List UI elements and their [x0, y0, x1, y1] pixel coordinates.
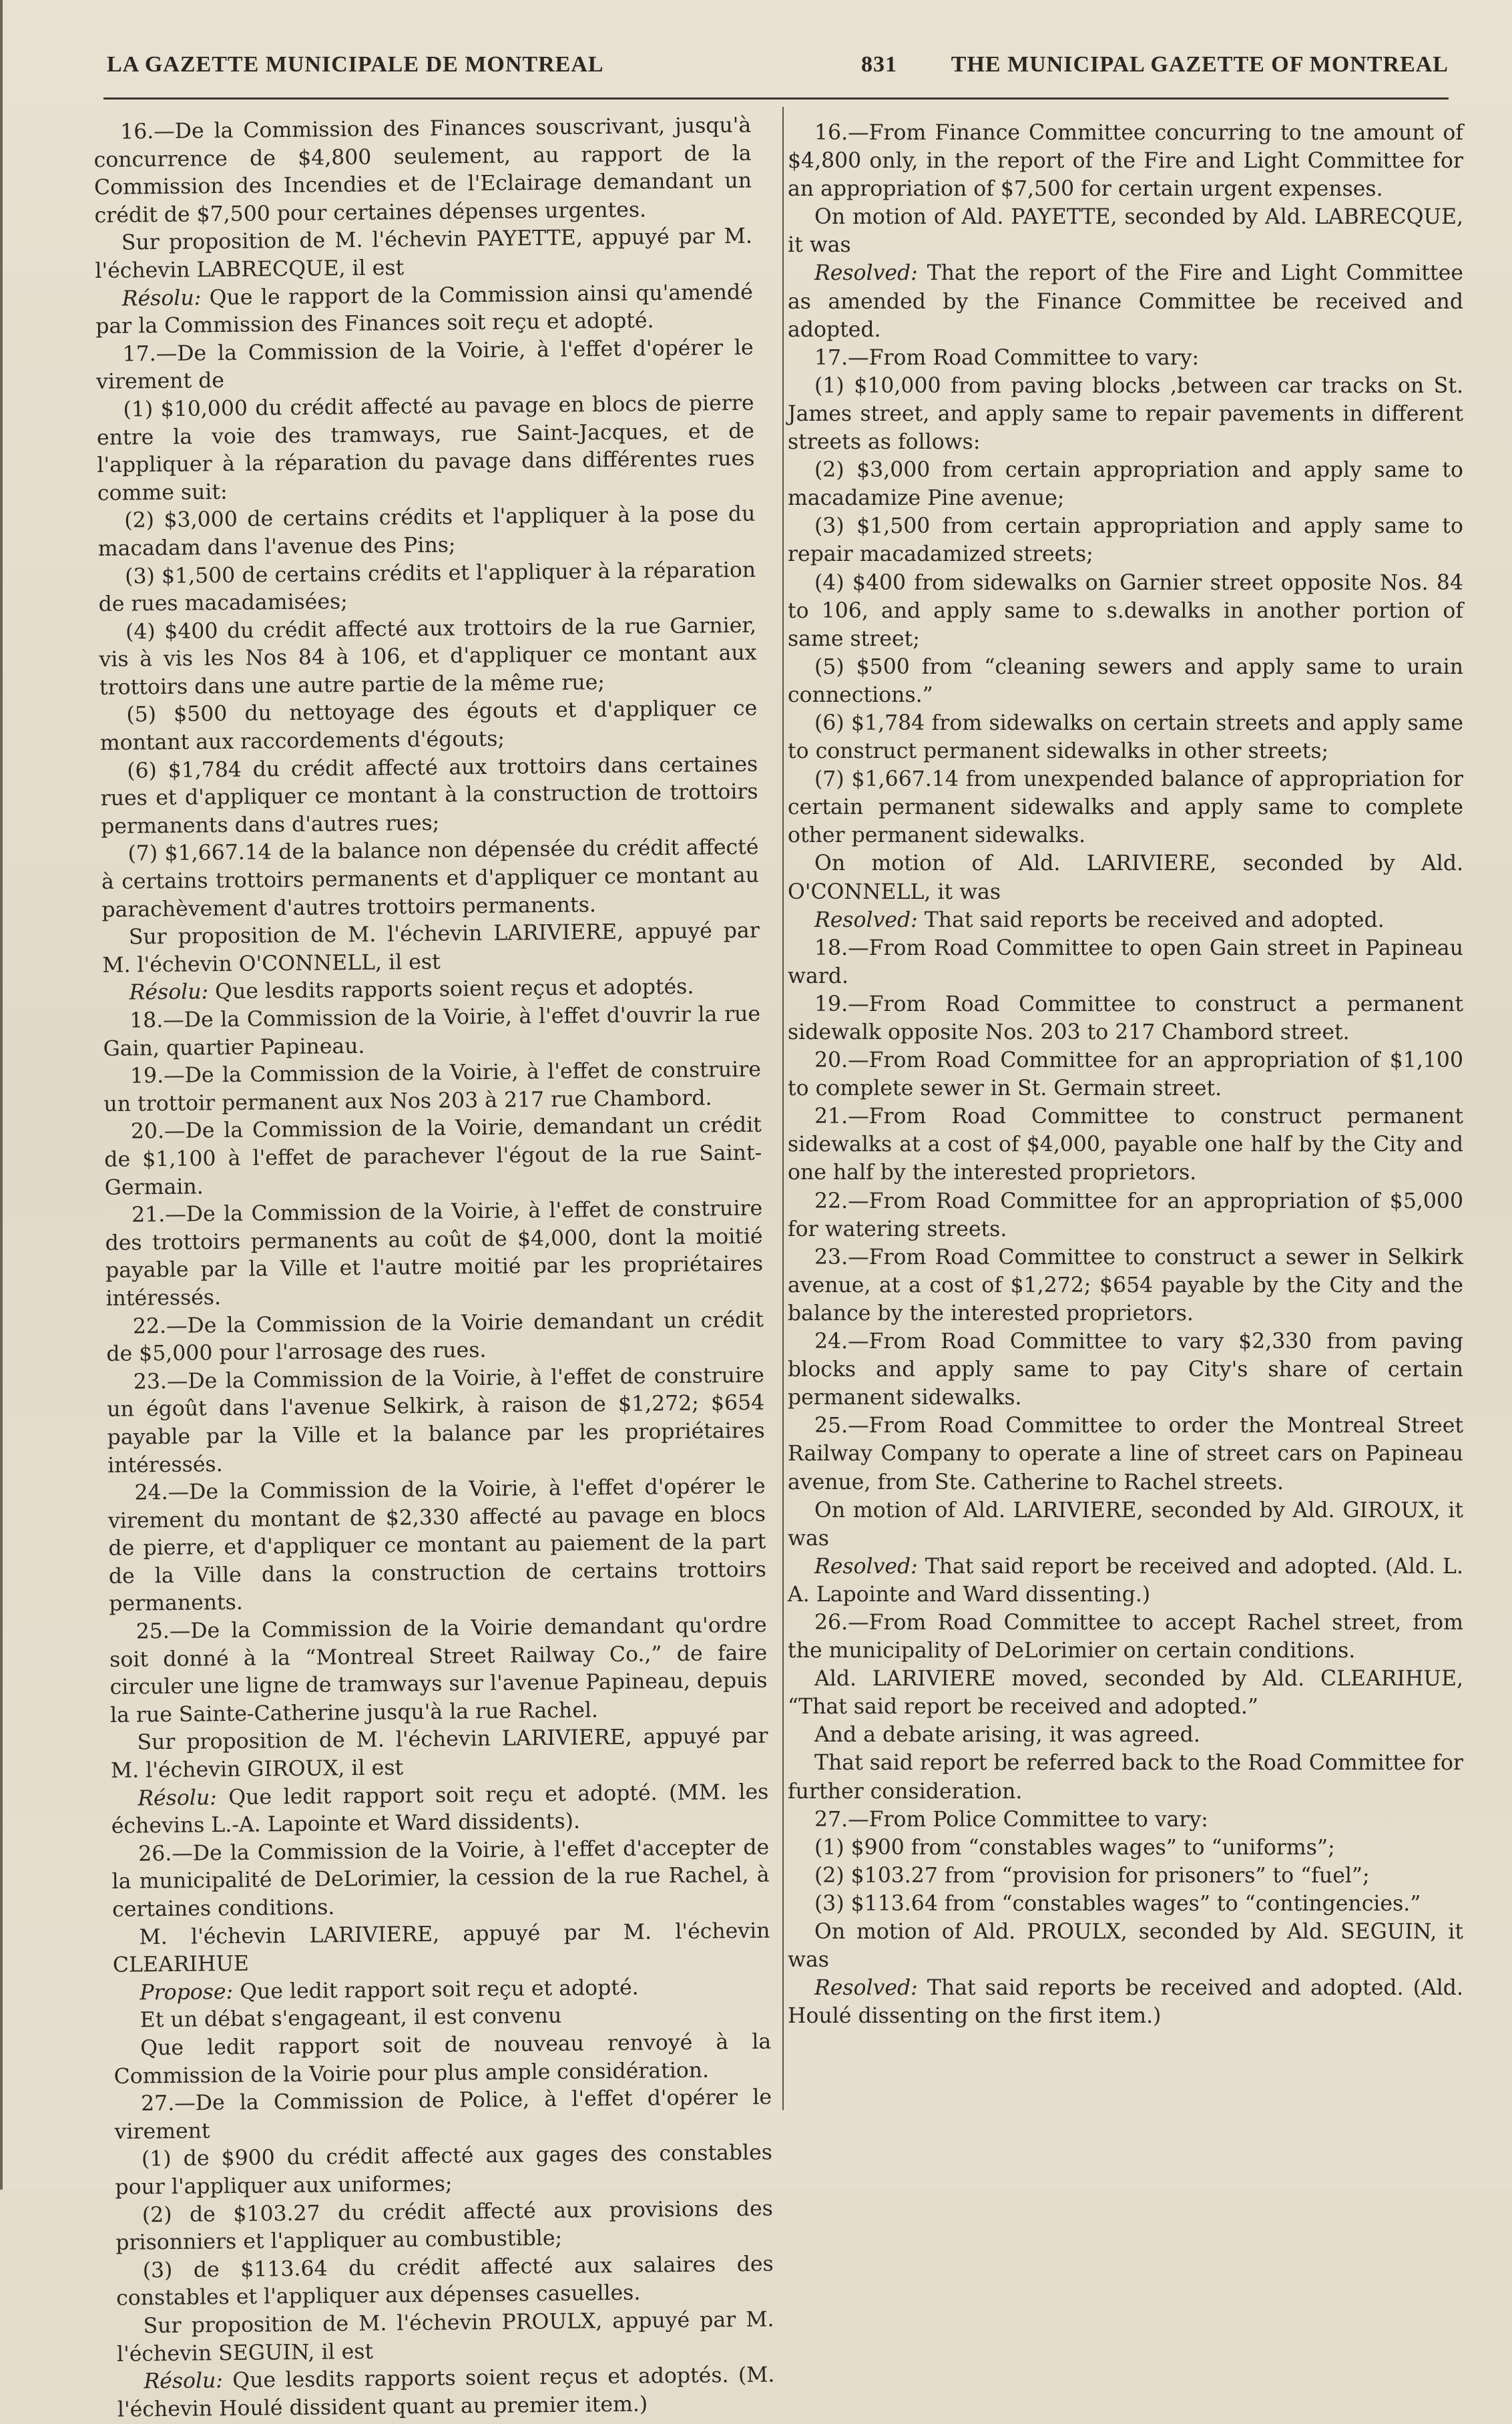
header-french-title: LA GAZETTE MUNICIPALE DE MONTREAL	[107, 52, 604, 77]
french-paragraph: Résolu: Que lesdits rapports soient reçus et adoptés. (M. l'échevin Houlé dissident quant au premier item.)	[117, 2363, 775, 2422]
french-paragraph: Propose: Que ledit rapport soit reçu et adopté.	[140, 1975, 639, 2005]
english-paragraph: 21.—From Road Committee to construct permanent sidewalks at a cost of $4,000, payable one half by the City and one half by the interested proprietors.	[788, 1104, 1463, 1185]
french-paragraph: Résolu: Que ledit rapport soit reçu et adopté. (MM. les échevins L.-A. Lapointe et Ward dissidents).	[111, 1780, 769, 1839]
english-paragraph: (4) $400 from sidewalks on Garnier street opposite Nos. 84 to 106, and apply same to s.dewalks in another portion of same street;	[788, 570, 1463, 651]
english-paragraph: (3) $113.64 from “constables wages” to “contingencies.”	[814, 1891, 1421, 1916]
english-paragraph: Resolved: That said report be received and adopted. (Ald. L. A. Lapointe and Ward dissenting.)	[788, 1554, 1463, 1607]
english-paragraph: 19.—From Road Committee to construct a permanent sidewalk opposite Nos. 203 to 217 Chambord street.	[788, 992, 1463, 1044]
english-paragraph: (2) $3,000 from certain appropriation and apply same to macadamize Pine avenue;	[788, 458, 1463, 511]
french-paragraph: (1) $10,000 du crédit affecté au pavage en blocs de pierre entre la voie des tramways, rue Saint-Jacques, et de l'appliquer à la réparation du pavage dans différentes rues comme suit:	[96, 391, 755, 506]
header-rule	[103, 97, 1449, 99]
french-paragraph: (3) $1,500 de certains crédits et l'appliquer à la réparation de rues macadamisées;	[98, 558, 756, 617]
binding-edge	[0, 0, 9, 2190]
english-paragraph: 16.—From Finance Committee concurring to tne amount of $4,800 only, in the report of the Fire and Light Committee for an appropriation of $7,500 for certain urgent expenses.	[788, 121, 1463, 202]
resolution-label: Résolu:	[121, 285, 202, 311]
french-paragraph: (2) de $103.27 du crédit affecté aux provisions des prisonniers et l'appliquer au combustible;	[115, 2196, 774, 2255]
french-paragraph: Sur proposition de M. l'échevin LARIVIERE, appuyé par M. l'échevin GIROUX, il est	[110, 1724, 768, 1783]
french-paragraph: Sur proposition de M. l'échevin PAYETTE, appuyé par M. l'échevin LABRECQUE, il est	[95, 224, 753, 283]
french-paragraph: (7) $1,667.14 de la balance non dépensée du crédit affecté à certains trottoirs permanents et d'appliquer ce montant au parachèvement d'autres trottoirs permanents.	[101, 835, 760, 922]
header-english-title: THE MUNICIPAL GAZETTE OF MONTREAL	[951, 52, 1449, 77]
english-paragraph: 17.—From Road Committee to vary:	[814, 345, 1200, 370]
english-paragraph: (5) $500 from “cleaning sewers and apply same to urain connections.”	[788, 654, 1463, 707]
page-header	[107, 52, 1449, 92]
resolution-label: Resolved:	[814, 1554, 918, 1579]
french-paragraph: Que ledit rapport soit de nouveau renvoyé à la Commission de la Voirie pour plus ample considération.	[113, 2029, 772, 2089]
english-paragraph: Resolved: That said reports be received and adopted. (Ald. Houlé dissenting on the first item.)	[788, 1976, 1463, 2029]
french-paragraph: Résolu: Que le rapport de la Commission ainsi qu'amendé par la Commission des Finances soit reçu et adopté.	[95, 280, 753, 339]
french-paragraph: (4) $400 du crédit affecté aux trottoirs de la rue Garnier, vis à vis les Nos 84 à 106, et d'appliquer ce montant aux trottoirs dans une autre partie de la même rue;	[99, 613, 757, 700]
english-paragraph: 20.—From Road Committee for an appropriation of $1,100 to complete sewer in St. Germain street.	[788, 1048, 1463, 1101]
resolution-label: Resolved:	[814, 261, 918, 286]
english-paragraph: 18.—From Road Committee to open Gain street in Papineau ward.	[788, 936, 1463, 988]
french-paragraph: 23.—De la Commission de la Voirie, à l'effet de construire un égoût dans l'avenue Selkirk, à raison de $1,272; $654 payable par la Ville et la balance par les propriétaires intéressés.	[107, 1363, 765, 1478]
resolution-label: Résolu:	[144, 2369, 224, 2394]
french-paragraph: 25.—De la Commission de la Voirie demandant qu'ordre soit donné à la “Montreal Street Railway Co.,” de faire circuler une ligne de tramways sur l'avenue Papineau, depuis la rue Sainte-Catherine jusqu'à la rue Rachel.	[109, 1613, 768, 1728]
french-paragraph: 26.—De la Commission de la Voirie, à l'effet d'accepter de la municipalité de DeLorimier, la cession de la rue Rachel, à certaines conditions.	[111, 1835, 770, 1922]
resolution-label: Resolved:	[814, 907, 918, 932]
french-paragraph: M. l'échevin LARIVIERE, appuyé par M. l'échevin CLEARIHUE	[112, 1918, 770, 1978]
english-paragraph: Ald. LARIVIERE moved, seconded by Ald. CLEARIHUE, “That said report be received and adopted.”	[788, 1667, 1463, 1720]
english-paragraph: Resolved: That the report of the Fire and Light Committee as amended by the Finance Committee be received and adopted.	[788, 261, 1463, 342]
french-paragraph: 24.—De la Commission de la Voirie, à l'effet d'opérer le virement du montant de $2,330 affecté au pavage en blocs de pierre, et d'appliquer ce montant au paiement de la part de la Ville dans la construction de certains trottoirs permanents.	[107, 1474, 766, 1617]
french-paragraph: Résolu: Que lesdits rapports soient reçus et adoptés.	[129, 975, 694, 1005]
french-paragraph: (3) de $113.64 du crédit affecté aux salaires des constables et l'appliquer aux dépenses casuelles.	[115, 2252, 774, 2311]
french-paragraph: 20.—De la Commission de la Voirie, demandant un crédit de $1,100 à l'effet de parachever l'égout de la rue Saint-Germain.	[104, 1113, 762, 1200]
french-paragraph: 22.—De la Commission de la Voirie demandant un crédit de $5,000 pour l'arrosage des rues.	[106, 1307, 764, 1367]
english-paragraph: (2) $103.27 from “provision for prisoners” to “fuel”;	[814, 1863, 1370, 1888]
english-paragraph: 22.—From Road Committee for an appropriation of $5,000 for watering streets.	[788, 1189, 1463, 1241]
english-paragraph: On motion of Ald. LARIVIERE, seconded by Ald. O'CONNELL, it was	[788, 851, 1463, 904]
column-divider	[782, 107, 784, 2110]
english-paragraph: (6) $1,784 from sidewalks on certain streets and apply same to construct permanent sidewalks in other streets;	[788, 711, 1463, 764]
english-paragraph: That said report be referred back to the Road Committee for further consideration.	[788, 1751, 1463, 1804]
english-paragraph: And a debate arising, it was agreed.	[814, 1723, 1200, 1748]
english-paragraph: Resolved: That said reports be received and adopted.	[814, 907, 1384, 932]
french-paragraph: Et un débat s'engageant, il est convenu	[140, 2004, 562, 2033]
french-paragraph: 17.—De la Commission de la Voirie, à l'effet d'opérer le virement de	[95, 335, 754, 395]
french-paragraph: 19.—De la Commission de la Voirie, à l'effet de construire un trottoir permanent aux Nos 203 à 217 rue Chambord.	[103, 1057, 762, 1117]
french-paragraph: (1) de $900 du crédit affecté aux gages des constables pour l'appliquer aux uniformes;	[115, 2140, 773, 2200]
english-column	[788, 119, 1463, 2030]
resolution-label: Résolu:	[129, 980, 209, 1005]
french-paragraph: 27.—De la Commission de Police, à l'effet d'opérer le virement	[114, 2085, 772, 2144]
french-paragraph: 16.—De la Commission des Finances souscrivant, jusqu'à concurrence de $4,800 seulement, au rapport de la Commission des Incendies et de l'Eclairage demandant un crédit de $7,500 pour certaines dépenses urgentes.	[93, 113, 752, 228]
english-paragraph: 23.—From Road Committee to construct a sewer in Selkirk avenue, at a cost of $1,272; $654 payable by the City and the balance by the interested proprietors.	[788, 1245, 1463, 1326]
resolution-label: Propose:	[140, 1979, 234, 2005]
english-paragraph: 26.—From Road Committee to accept Rachel street, from the municipality of DeLorimier on certain conditions.	[788, 1610, 1463, 1663]
french-paragraph: (5) $500 du nettoyage des égouts et d'appliquer ce montant aux raccordements d'égouts;	[99, 696, 758, 756]
english-paragraph: 24.—From Road Committee to vary $2,330 from paving blocks and apply same to pay City's share of certain permanent sidewalks.	[788, 1330, 1463, 1410]
french-paragraph: Sur proposition de M. l'échevin PROULX, appuyé par M. l'échevin SEGUIN, il est	[116, 2307, 774, 2367]
english-paragraph: 27.—From Police Committee to vary:	[814, 1807, 1208, 1832]
french-paragraph: (6) $1,784 du crédit affecté aux trottoirs dans certaines rues et d'appliquer ce montant à la construction de trottoirs permanents dans d'autres rues;	[100, 752, 758, 839]
french-paragraph: 18.—De la Commission de la Voirie, à l'effet d'ouvrir la rue Gain, quartier Papineau.	[103, 1002, 761, 1061]
page-number: 831	[861, 52, 897, 77]
english-paragraph: On motion of Ald. LARIVIERE, seconded by Ald. GIROUX, it was	[788, 1498, 1463, 1551]
french-column	[93, 112, 775, 2424]
resolution-label: Resolved:	[814, 1976, 918, 2001]
english-paragraph: (1) $900 from “constables wages” to “uniforms”;	[814, 1835, 1335, 1860]
english-paragraph: 25.—From Road Committee to order the Montreal Street Railway Company to operate a line of street cars on Papineau avenue, from Ste. Catherine to Rachel streets.	[788, 1414, 1463, 1494]
english-paragraph: (3) $1,500 from certain appropriation and apply same to repair macadamized streets;	[788, 514, 1463, 567]
french-paragraph: 21.—De la Commission de la Voirie, à l'effet de construire des trottoirs permanents au coût de $4,000, dont la moitié payable par la Ville et l'autre moitié par les propriétaires intéressés.	[105, 1196, 764, 1311]
resolution-label: Résolu:	[138, 1785, 217, 1811]
french-paragraph: (2) $3,000 de certains crédits et l'appliquer à la pose du macadam dans l'avenue des Pins;	[97, 501, 756, 561]
french-paragraph: Sur proposition de M. l'échevin LARIVIERE, appuyé par M. l'échevin O'CONNELL, il est	[102, 918, 760, 978]
english-paragraph: (7) $1,667.14 from unexpended balance of appropriation for certain permanent sidewalks and apply same to complete other permanent sidewalks.	[788, 767, 1463, 848]
english-paragraph: (1) $10,000 from paving blocks ,between car tracks on St. James street, and apply same to repair pavements in different streets as follows:	[788, 373, 1463, 455]
english-paragraph: On motion of Ald. PROULX, seconded by Ald. SEGUIN, it was	[788, 1920, 1463, 1973]
english-paragraph: On motion of Ald. PAYETTE, seconded by Ald. LABRECQUE, it was	[788, 205, 1463, 258]
